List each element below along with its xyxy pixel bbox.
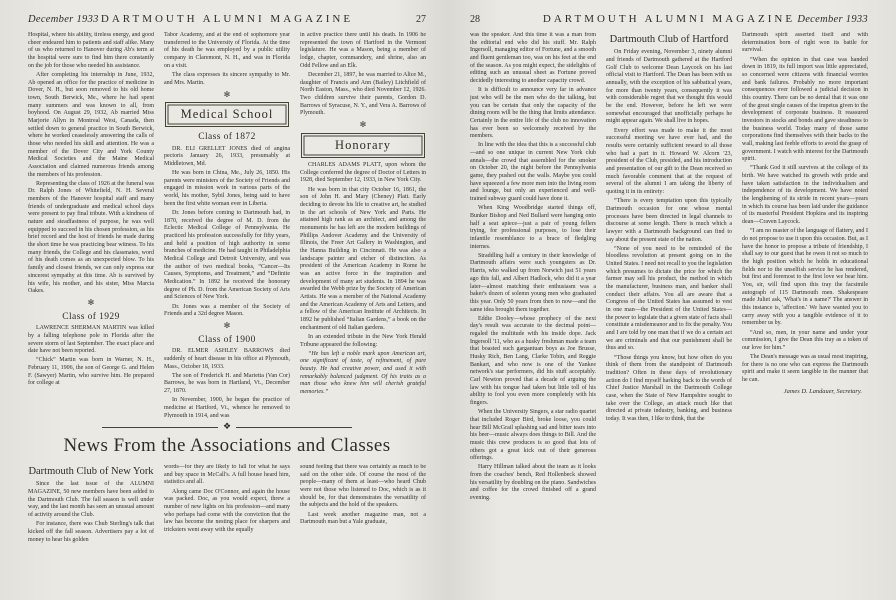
column — [742, 32, 868, 580]
body-paragraph: On Friday evening, November 3, ninety alumni and friends of Dartmouth gathered at the Hartford Golf Club to welcome Dean Laycock on his last official visit to Hartford. The Dean has been with us annually, with the exception of his sabbatical years, for more than twenty years, consequently it was with considerable regret that we thought this would be the end. However, before he left we were somewhat encouraged that unofficially perhaps he might appear again. We shall live in hopes. — [606, 49, 732, 125]
divider-line — [236, 427, 352, 428]
body-paragraph: “Those things you know, but how often do you think of them from the standpoint of Dartmouth tradition? Often in these days of revolutionary action do I find myself harking back to the words of Chief Justice Marshall in the Dartmouth College case, when the State of New Hampshire sought to take over the College, an attack much like that directed at private industry, banking, and business today. It was then, I like to think, that the — [606, 354, 732, 423]
body-paragraph: “And so, men, in your name and under your commission, I give the Dean this tray as a token of our love for him.” — [742, 329, 868, 351]
column — [470, 32, 596, 580]
page-right — [448, 0, 896, 600]
magazine-title: DARTMOUTH ALUMNI MAGAZINE — [100, 13, 354, 25]
body-paragraph: The son of Frederick H. and Marietta (Van Cor) Barrows, he was born in Hartland, Vt., December 27, 1870. — [164, 372, 290, 395]
body-paragraph: After completing his internship in June, 1932, Ab opened an office for the practice of medicine in Dover, N. H., but soon removed to his old home town, South Berwick, Me., where he had spent many summers and was known to all, from boyhood. On August 29, 1932, Ab married Miss Marjorie Allyn in Montreal West, Canada, then settled down to general practice in South Berwick, where he worked ceaselessly answering the calls of those who needed his skill and attention. He was a member of the Dover City and York County Medical Societies and the Maine Medical Association and claimed numerous friends among the members of his profession. — [28, 71, 154, 178]
page-header-left — [28, 13, 426, 25]
body-paragraph: DR. ELI GRELLET JONES died of angina pectoris January 26, 1933, presumably at Middletown, Md. — [164, 145, 290, 167]
body-paragraph: For instance, there was Chub Sterling's talk that kicked off the fall season. Advertisers pay a lot of money to hear his golden — [28, 521, 154, 543]
secretary-signature: James D. Landauer, Secretary. — [783, 387, 862, 395]
class-heading: Class of 1929 — [62, 312, 120, 323]
news-columns — [28, 464, 426, 580]
body-paragraph: sound feeling that there was certainly as much to be said on the other side. Of course the most of the people—many of them at least—who heard Chub were not those who listened to Doc, which is as it should be, for that demonstrates the versatility of the subjects and the hold of the speakers. — [300, 464, 426, 509]
quoted-paragraph: “He has left a noble mark upon American art, one significant of taste, of refinement, of pure beauty. He had creative power, and used it with remarkably balanced judgment. Of his traits as a man those who knew him will cherish grateful memories.” — [300, 350, 426, 396]
column — [28, 32, 154, 418]
body-paragraph: in active practice there until his death. In 1906 he represented the town of Hartford in the Vermont legislature. He was a Mason, being a member of lodge, chapter, commandery, and shrine, also an Odd Fellow and an Elk. — [300, 32, 426, 69]
body-paragraph: The class expresses its sincere sympathy to Mr. and Mrs. Martin. — [164, 71, 290, 86]
class-heading: Class of 1872 — [198, 132, 256, 143]
page-number: 27 — [415, 14, 426, 25]
issue-date: December 1933 — [28, 14, 99, 25]
body-paragraph: Dr. Jones was a member of the Society of Friends and a 32d degree Mason. — [164, 303, 290, 318]
page-header-right — [470, 13, 868, 25]
news-section-title: News From the Associations and Classes — [63, 435, 391, 456]
column — [606, 32, 732, 580]
section-ornament-icon: ✻ — [223, 321, 231, 331]
body-paragraph: Last week another magazine man, not a Dartmouth man but a Yale graduate, — [300, 511, 426, 526]
body-paragraph: was the speaker. And this time it was a man from the editorial end who did his stuff. Mr. Ralph Ingersoll, managing editor of Fortune, and a smooth and fluent gentleman too, was on his feet at the end of the season. As you might expect, the sidelights of editing such an unusual sheet as Fortune proved decidedly interesting to another capacity crowd. — [470, 32, 596, 85]
news-columns-continued — [470, 32, 868, 580]
class-heading: Class of 1900 — [198, 335, 256, 346]
club-heading: Dartmouth Club of Hartford — [609, 34, 729, 45]
section-ornament-icon: ✻ — [359, 120, 367, 130]
column — [300, 464, 426, 580]
body-paragraph: CHARLES ADAMS PLATT, upon whom the College conferred the degree of Doctor of Letters in 1928, died September 12, 1933, in New York City. — [300, 162, 426, 184]
body-paragraph: December 21, 1897, he was married to Alice M., daughter of Francis and Ann (Bailey) Litchfield of North Easton, Mass., who died November 12, 1926. Two children survive their parents, Gordon D. Barrows of Syracuse, N. Y., and Vera A. Barrows of Plymouth. — [300, 71, 426, 117]
column — [300, 32, 426, 418]
body-paragraph: words—for they are likely to fall for what he says and buy space in McCall's. A full house heard him, statistics and all. — [164, 464, 290, 486]
body-paragraph: Representing the class of 1926 at the funeral was Dr. Ralph Jones of Whitefield, N. H. Several members of the Hanover hospital staff and many friends of undergraduate and medical school days were present to pay final tribute. With a kindness of nature and steadfastness of purpose, he was well equipped to succeed in his chosen profession, as his brief record and the host of friends he made during the short time he was practicing bear witness. To his many friends, the College and his classmates, word of his death comes as an unexpected blow. To his family and closest friends, we can only express our sincerest sympathy at this time. Ab is survived by his wife, his mother, and his sister, Miss Marcia Oakes. — [28, 180, 154, 295]
body-paragraph: Dartmouth spirit asserted itself and with determination born of right won its battle for survival. — [742, 32, 868, 54]
column — [164, 464, 290, 580]
column — [164, 32, 290, 418]
body-paragraph: “There is every temptation upon this typically Dartmouth occasion for one whose mental processes have been directed in legal channels to discourse at some length. There is much which a lawyer with a Dartmouth background can find to say about the present state of the nation. — [606, 198, 732, 243]
section-ornament-icon: ✻ — [87, 298, 95, 308]
body-paragraph: “None of you need to be reminded of the bloodless revolution at present going on in the United States. I need not recall to you the legislation which presumes to dictate the price for which the farmer may sell his product, the method in which the manufacturer, business man, and banker shall conduct their affairs. You all are aware that a Congress of the United States has assumed to vest in one man—the President of the United States—the power to legislate that a given state of facts shall constitute a misdemeanor and to fix the penalty. You and I are told by one man that if we do a certain act we are criminals and that our punishment shall be thus and so. — [606, 245, 732, 352]
body-paragraph: Every effort was made to make it the most successful meeting we have ever had, and the results were certainly sufficient reward to all those who had a part in it. Howard W. Alcorn '23, president of the Club, presided, and his introduction and presentation of our gift to the Dean received so much favorable comment that at the request of several of the alumni I am taking the liberty of quoting it in its entirety: — [606, 127, 732, 196]
page-number: 28 — [470, 14, 480, 25]
body-paragraph: LAWRENCE SHERMAN MARTIN was killed by a falling telephone pole in Florida after the severe storm of last September. The exact place and date have not been reported. — [28, 325, 154, 355]
body-paragraph: Eddie Dooley—whose prophecy of the next day's result was accurate to the decimal point—regaled the multitude with his inside dope. Jack Ingersoll '11, who as a husky freshman made a team that boasted such gargantuan boys as Joe Brusse, Husky Rich, Ben Lang, Clarke Tobin, and Reggie Bankart, and who now is one of the Yankee network's star performers, did his stuff acceptably. Carl Newton proved that a decade of arguing the law with his tongue had taken but little toll of his ability to fool you even more completely with his fingers. — [470, 315, 596, 407]
body-paragraph: Tabor Academy, and at the end of sophomore year transferred to the University of Florida. At the time of his death he was employed by a public utility company in Claremont, N. H., and was in Florida on a visit. — [164, 32, 290, 69]
department-heading: Medical School — [165, 102, 289, 127]
body-paragraph: Harry Hillman talked about the team as it looks from the coaches' bench, Red Hollenbeck showed his versatility by doubling on the piano. Sandwiches and coffee for the crowd finished off a grand evening. — [470, 464, 596, 502]
body-paragraph: He was born in that city October 16, 1861, the son of John H. and Mary (Cheney) Platt. Early deciding to devote his life to creative art, he studied in the art schools of New York and Paris. He attained high rank as an architect, and among the monuments he has left are the modern buildings of Phillips Andover Academy and the University of Illinois, the Freer Art Gallery in Washington, and the Hanna Building in Cincinnati. He was also a landscape painter and etcher of distinction. As president of the American Academy in Rome he was an active force in the inspiration and development of many art students. In 1894 he was awarded the Webb prize by the Society of American Artists. He was a member of the National Academy and the American Academy of Arts and Letters, and a fellow of the American Institute of Architects. In 1892 he published “Italian Gardens,” a book on the enchantment of old Italian gardens. — [300, 186, 426, 331]
body-paragraph: When the University Singers, a star radio quartet that included Roger Bird, broke loose, you could hear Bill McGrail splashing sad and bitter tears into his beer—music always does things to Bill. And the music this crew produces is so good that lots of others got a great kick out of their generous offerings. — [470, 409, 596, 462]
department-heading: Honorary — [301, 133, 425, 158]
body-paragraph: In line with the idea that this is a successful club—and so one unique in current New York club annals—the crowd that assembled for the smoker on October 20, the night before the Pennsylvania game, they pushed out the walls. Maybe you could have squeezed a few more men into the living room and lounge, but only an experienced and well-trained subway guard could have done it. — [470, 142, 596, 203]
obituary-columns — [28, 32, 426, 418]
body-paragraph: Straddling half a century in their knowledge of Dartmouth affairs were such youngsters as Dr. Harris, who walked up from Norwich just 51 years ago this fall, and Albert Hadlock, who did it a year later—almost matching their enthusiasm was a baker's dozen of solemn young men who graduated this year. Only 50 years from then to now—and the same idea brought them together. — [470, 252, 596, 313]
body-paragraph: Along came Doc O'Connor, and again the house was packed. Doc, as you would expect, threw a number of new lights on his profession—and many who perhaps had come with the conviction that the law has become the nesting place for sharpers and tricksters went away with the equally — [164, 488, 290, 533]
body-paragraph: When King Woodbridge started things off, Bunker Bishop and Ned Bullard were hanging onto half a seat apiece—just a pair of young fellers trying, for professional purposes, to lose their infantile resemblance to a brace of fledgling internes. — [470, 205, 596, 250]
body-paragraph: “Thank God it still survives at the college of its birth. We have watched its growth with pride and have taken satisfaction in the individualism and independence of its development. We have noted the lengthening of its stride in recent years—years in which its course has been laid under the guidance of its masterful President Hopkins and its inspiring dean—Craven Laycock. — [742, 165, 868, 226]
body-paragraph: The Dean's message was as usual most inspiring, for there is no one who can express the Dartmouth spirit and make it seem tangible in the manner that he can. — [742, 354, 868, 384]
body-paragraph: In November, 1900, he began the practice of medicine at Hartford, Vt., whence he removed to Plymouth in 1914, and was — [164, 397, 290, 418]
club-heading: Dartmouth Club of New York — [28, 466, 154, 477]
issue-date: December 1933 — [797, 14, 868, 25]
section-divider — [102, 423, 352, 432]
body-paragraph: In an extended tribute in the New York Herald Tribune appeared the following: — [300, 333, 426, 348]
body-paragraph: “When the opinion in that case was handed down in 1819, its full import was little appreciated, so concerned were citizens with financial worries and bank failures. Probably no more important consequences ever followed a judicial decision in this country. There can be no denial that it was one of the great single causes of the impetus given to the development of corporate business. It reassured investors in stocks and bonds and gave steadiness to the business world. Today many of those same corporations find themselves with their backs to the wall, making last feeble efforts to avoid the grasp of government. I watch with interest for the Dartmouth spirit. — [742, 56, 868, 163]
body-paragraph: Hospital, where his ability, tireless energy, and good cheer endeared him to patients and staff alike. Many of us who returned to Hanover during Ab's term at the hospital were sure to find him there constantly on the job for those who needed his assistance. — [28, 32, 154, 69]
divider-ornament-icon: ❖ — [222, 422, 232, 432]
column — [28, 464, 154, 580]
divider-line — [102, 427, 218, 428]
body-paragraph: “I am no master of the language of flattery, and I do not propose to use it upon this occasion. But, as I have the honor to propose a tribute of friendship, I shall say to our guest that he owes it not so much to the high position which he holds in educational fields nor to the unselfish service he has rendered, but first and foremost to the first love we bear him. You, sir, will find upon this tray the facsimile autograph of 115 Dartmouth men. Shakespeare made Juliet ask, 'What's in a name?' The answer in this instance is, 'affection.' We have wanted you to carry away with you a tangible evidence of it to remember us by. — [742, 228, 868, 327]
body-paragraph: “Chick” Martin was born in Warner, N. H., February 11, 1906, the son of George G. and Helen F. (Sawyer) Martin, who survive him. He prepared for college at — [28, 357, 154, 387]
body-paragraph: He was born in China, Me., July 26, 1850. His parents were ministers of the Society of Friends and engaged in mission work in various parts of the world, his mother, Sybil Jones, being said to have been the first white woman ever in Liberia. — [164, 170, 290, 207]
body-paragraph: Since the last issue of the ALUMNI MAGAZINE, 50 new members have been added to the Dartmouth Club. The fall season is well under way, and the last month has seen an unusual amount of activity around the Club. — [28, 481, 154, 519]
body-paragraph: It is difficult to announce very far in advance just who will be the men who do the talking, but you can be certain that only the capacity of the dining room will be the thing that limits attendance. Certainly in the entire life of the club no innovation has ever been so welcomely received by the members. — [470, 87, 596, 140]
body-paragraph: Dr. Jones before coming to Dartmouth had, in 1870, received the degree of M. D. from the Eclectic Medical College of Pennsylvania. He practiced his profession successfully for fifty years, and held a position of high authority in some branches of medicine. He had taught in Philadelphia Medical College and Detroit University, and was the author of two medical books, “Cancer—Its Causes, Symptoms, and Treatment,” and “Definite Medication.” In 1892 he received the honorary degree of Ph. D. from the American Society of Arts and Sciences of New York. — [164, 209, 290, 301]
body-paragraph: DR. ELMER ASHLEY BARROWS died suddenly of heart disease in his office at Plymouth, Mass., October 18, 1933. — [164, 348, 290, 370]
magazine-title: DARTMOUTH ALUMNI MAGAZINE — [542, 13, 796, 25]
section-ornament-icon: ✻ — [223, 89, 231, 99]
